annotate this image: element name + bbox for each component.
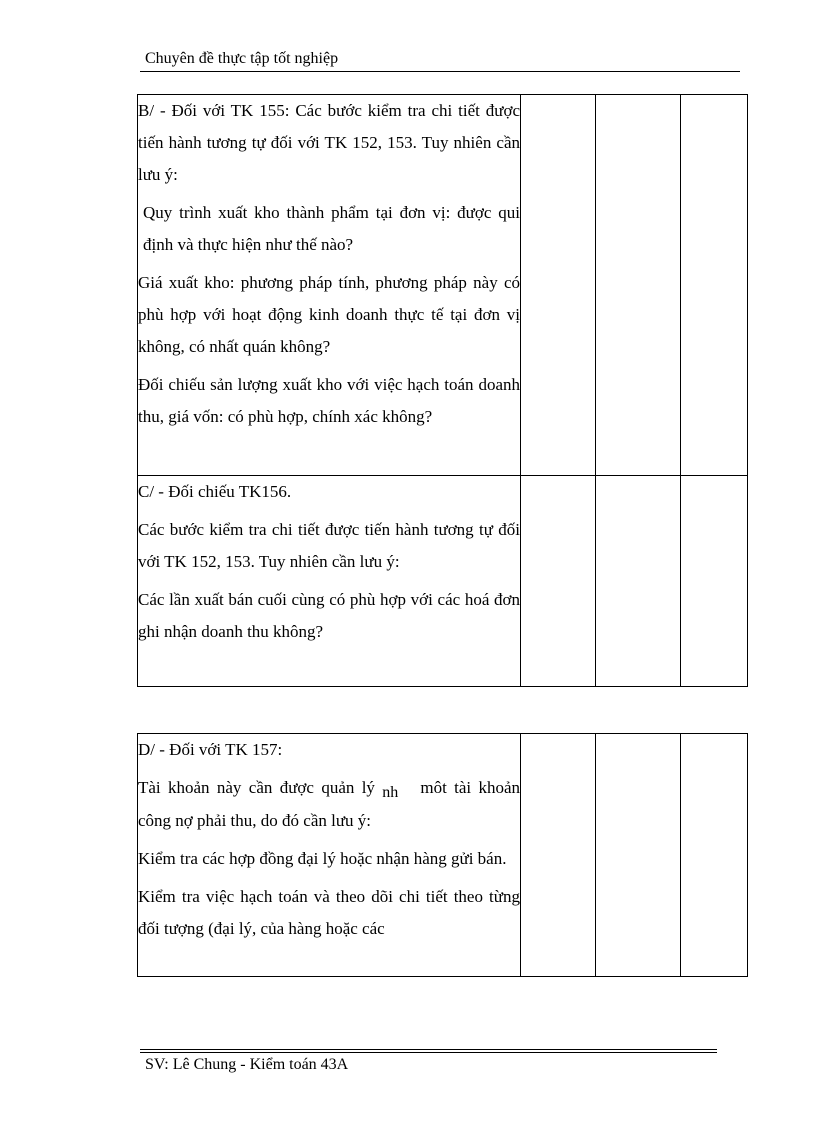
- footer-rule-top: [140, 1049, 717, 1050]
- table-row-c: [138, 476, 748, 687]
- cell-c-content: [138, 476, 521, 687]
- cell-c-col3: [596, 476, 681, 687]
- footer-rule-bottom: [140, 1052, 717, 1053]
- cell-c-col4: [681, 476, 748, 687]
- cell-b-col4: [681, 95, 748, 476]
- table-row-d: [138, 734, 748, 977]
- table-row-b: [138, 95, 748, 476]
- row-d-para-2-fragment: nh: [382, 784, 399, 801]
- cell-d-col3: [596, 734, 681, 977]
- row-b-para-4: Đối chiếu sản lượng xuất kho với việc hạch toán doanh thu, giá vốn: có phù hợp, chính xác không?: [138, 375, 520, 426]
- row-d-para-2-end: môt tài khoản công nợ phải thu, do đó cần lưu ý:: [138, 778, 521, 830]
- cell-c-col2: [521, 476, 596, 687]
- cell-d-content: [138, 734, 521, 977]
- row-b-para-3: Giá xuất kho: phương pháp tính, phương pháp này có phù hợp với hoạt động kinh doanh thực tế tại đơn vị không, có nhất quán không?: [138, 273, 520, 356]
- row-c-para-1: C/ - Đối chiếu TK156.: [138, 482, 292, 501]
- row-c-para-2: Các bước kiểm tra chi tiết được tiến hành tương tự đối với TK 152, 153. Tuy nhiên cần lưu ý:: [138, 520, 520, 571]
- row-d-para-2: [138, 772, 520, 837]
- row-d-para-3: Kiểm tra các hợp đồng đại lý hoặc nhận hàng gửi bán.: [138, 849, 507, 868]
- cell-b-col3: [596, 95, 681, 476]
- row-d-para-4: Kiểm tra việc hạch toán và theo dõi chi tiết theo từng đối tượng (đại lý, của hàng hoặc các: [138, 887, 520, 938]
- cell-d-col2: [521, 734, 596, 977]
- cell-b-col2: [521, 95, 596, 476]
- cell-d-col4: [681, 734, 748, 977]
- row-d-para-1: D/ - Đối với TK 157:: [138, 740, 283, 759]
- header-rule: [140, 71, 740, 72]
- audit-table-2: [137, 733, 748, 977]
- row-d-para-2-start: Tài khoản này cần được quản lý: [138, 778, 375, 797]
- row-b-para-2: Quy trình xuất kho thành phẩm tại đơn vị: được qui định và thực hiện như thế nào?: [143, 203, 520, 254]
- page-header-title: Chuyên đề thực tập tốt nghiệp: [145, 50, 339, 67]
- cell-b-content: [138, 95, 521, 476]
- row-c-para-3: Các lần xuất bán cuối cùng có phù hợp với các hoá đơn ghi nhận doanh thu không?: [138, 590, 520, 641]
- row-b-para-1: B/ - Đối với TK 155: Các bước kiểm tra chi tiết được tiến hành tương tự đối với TK 152, 153. Tuy nhiên cần lưu ý:: [138, 101, 520, 184]
- audit-table-1: [137, 94, 748, 687]
- page-footer-text: SV: Lê Chung - Kiểm toán 43A: [145, 1056, 349, 1073]
